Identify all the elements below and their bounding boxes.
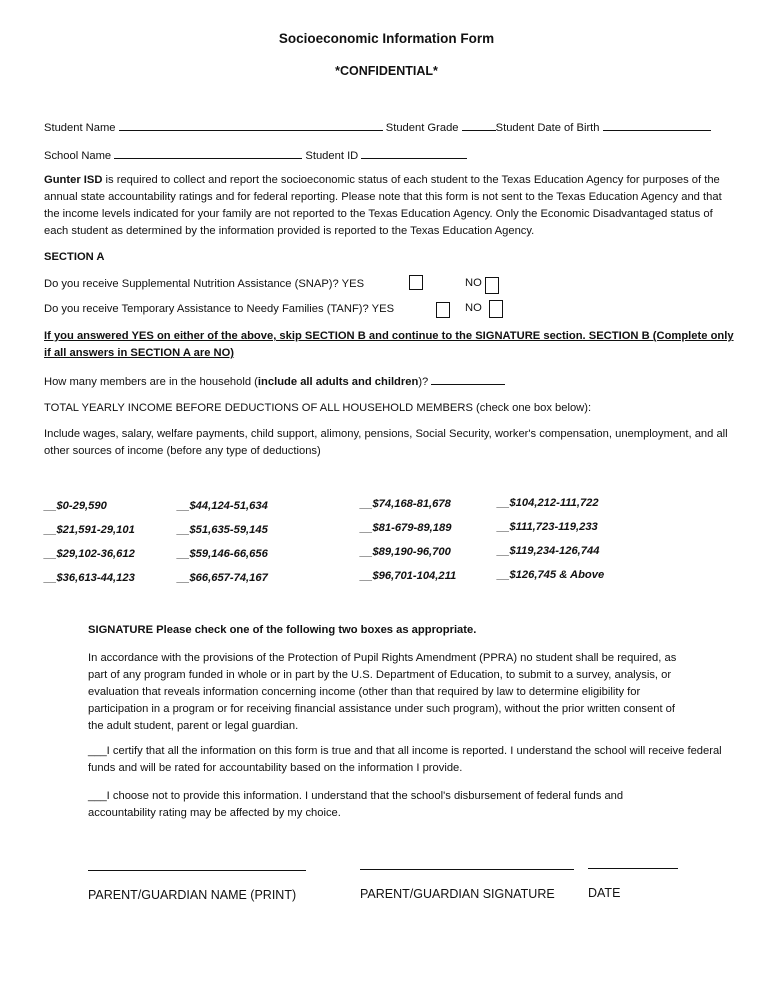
- name-signature-line[interactable]: [88, 870, 306, 871]
- student-id-field[interactable]: [361, 148, 467, 159]
- ppra-paragraph: In accordance with the provisions of the Protection of Pupil Rights Amendment (PPRA) no student shall be required, as part of any program funded in whole or in part by the U.S. Department of Education, to submit to a survey, analysis, or evaluation that reveals information concerning income (other than that required by law to determine eligibility for participation in a program or for receiving financial assistance under such program), without the prior written consent of the adult student, parent or legal guardian.: [88, 652, 677, 732]
- tanf-question: Do you receive Temporary Assistance to Needy Families (TANF)? YES: [44, 303, 395, 315]
- household-bold: include all adults and children: [257, 376, 419, 388]
- intro-paragraph: [44, 172, 734, 240]
- income-option[interactable]: __$111,723-119,233: [497, 521, 598, 533]
- student-grade-field[interactable]: [462, 120, 496, 131]
- tanf-yes-checkbox[interactable]: [436, 302, 450, 318]
- income-option[interactable]: __$21,591-29,101: [44, 524, 135, 536]
- income-option[interactable]: __$66,657-74,167: [177, 572, 268, 584]
- school-info-row: [44, 148, 467, 162]
- income-option[interactable]: __$36,613-44,123: [44, 572, 135, 584]
- district-name: Gunter ISD: [44, 174, 103, 186]
- signature-line[interactable]: [360, 869, 574, 870]
- tanf-no-label: NO: [465, 302, 482, 314]
- student-grade-label: Student Grade: [385, 122, 459, 134]
- snap-question: Do you receive Supplemental Nutrition Assistance (SNAP)? YES: [44, 278, 365, 290]
- school-name-field[interactable]: [114, 148, 302, 159]
- student-id-label: Student ID: [305, 150, 359, 162]
- form-title: Socioeconomic Information Form: [278, 31, 495, 46]
- confidential-label: *CONFIDENTIAL*: [335, 64, 438, 78]
- snap-no-label: NO: [465, 277, 482, 289]
- certify-option[interactable]: ___I certify that all the information on this form is true and that all income is reported. I understand the school will receive federal funds and will be rated for accountability based on the information I provide.: [88, 745, 722, 774]
- signature-heading-rest: Please check one of the following two boxes as appropriate.: [153, 624, 477, 636]
- skip-instruction: If you answered YES on either of the above, skip SECTION B and continue to the SIGNATURE section. SECTION B (Complete only if all answers in SECTION A are NO): [44, 330, 734, 359]
- income-option[interactable]: __$89,190-96,700: [360, 546, 451, 558]
- signature-heading: [88, 624, 476, 636]
- income-note: Include wages, salary, welfare payments, child support, alimony, pensions, Social Security, worker's compensation, unemployment, and all other sources of income (before any type of deductions): [44, 428, 728, 457]
- decline-option[interactable]: ___I choose not to provide this information. I understand that the school's disbursement of federal funds and accountability rating may be affected by my choice.: [88, 790, 624, 819]
- income-option[interactable]: __$51,635-59,145: [177, 524, 268, 536]
- income-option[interactable]: __$29,102-36,612: [44, 548, 135, 560]
- student-dob-label: Student Date of Birth: [495, 122, 600, 134]
- date-label: DATE: [588, 886, 621, 900]
- tanf-no-checkbox[interactable]: [489, 300, 503, 318]
- name-print-label: PARENT/GUARDIAN NAME (PRINT): [88, 888, 297, 902]
- income-option[interactable]: __$81-679-89,189: [360, 522, 452, 534]
- income-option[interactable]: __$0-29,590: [44, 500, 107, 512]
- snap-no-checkbox[interactable]: [485, 277, 499, 294]
- snap-yes-checkbox[interactable]: [409, 275, 423, 290]
- income-option[interactable]: __$59,146-66,656: [177, 548, 268, 560]
- income-heading: TOTAL YEARLY INCOME BEFORE DEDUCTIONS OF ALL HOUSEHOLD MEMBERS (check one box below):: [44, 402, 592, 414]
- signature-label: PARENT/GUARDIAN SIGNATURE: [360, 887, 555, 901]
- income-option[interactable]: __$104,212-111,722: [497, 497, 599, 509]
- household-question: [44, 374, 505, 388]
- intro-text: is required to collect and report the socioeconomic status of each student to the Texas Education Agency for purposes of the annual state accountability ratings and for federal reporting. Please note that this form is not sent to the Texas Education Agency and that the income levels indicated for your family are not reported to the Texas Education Agency. Only the Economic Disadvantaged status of each student as determined by the information provided is reported to the Texas Education Agency.: [44, 174, 722, 237]
- income-option[interactable]: __$44,124-51,634: [177, 500, 268, 512]
- student-dob-field[interactable]: [603, 120, 711, 131]
- student-name-field[interactable]: [119, 120, 383, 131]
- income-option[interactable]: __$126,745 & Above: [497, 569, 605, 581]
- date-line[interactable]: [588, 868, 678, 869]
- signature-heading-bold: SIGNATURE: [88, 624, 154, 636]
- household-count-field[interactable]: [431, 374, 505, 385]
- student-name-label: Student Name: [44, 122, 116, 134]
- household-suffix: )?: [418, 376, 429, 388]
- household-prefix: How many members are in the household (: [44, 376, 258, 388]
- income-option[interactable]: __$74,168-81,678: [360, 498, 451, 510]
- section-a-heading: SECTION A: [44, 251, 105, 263]
- student-info-row: [44, 120, 711, 134]
- income-option[interactable]: __$119,234-126,744: [497, 545, 600, 557]
- income-option[interactable]: __$96,701-104,211: [360, 570, 457, 582]
- school-name-label: School Name: [44, 150, 112, 162]
